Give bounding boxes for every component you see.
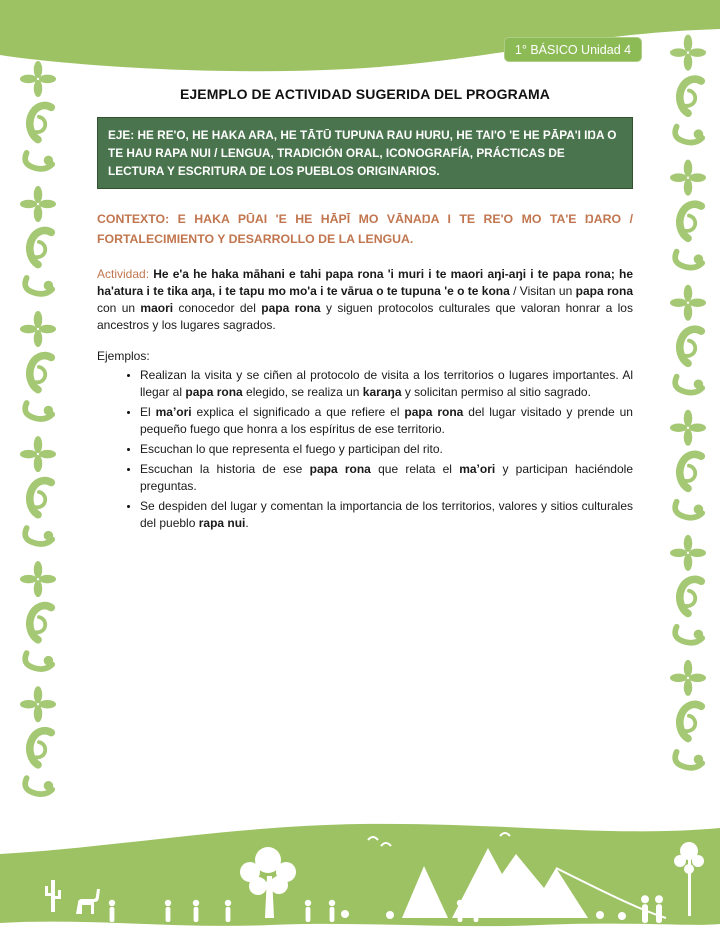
- eje-banner: EJE: HE RE'O, HE HAKA ARA, HE TĀTŪ TUPUNA RAU HURU, HE TAI'O 'E HE PĀPA'I IŊA O TE HAU RAPA NUI / LENGUA, TRADICIÓN ORAL, ICONOGRAFÍA, PRÁCTICAS DE LECTURA Y ESCRITURA DE LOS PUEBLOS ORIGINARIOS.: [97, 117, 633, 189]
- list-item: • Realizan la visita y se ciñen al protocolo de visita a los territorios o lugares importantes. Al llegar al papa rona elegido, se realiza un karaŋa y solicitan permiso al sitio sagrado.: [140, 367, 633, 401]
- grade-unit-badge: 1° BÁSICO Unidad 4: [504, 37, 642, 62]
- bottom-landscape-silhouette: [0, 822, 720, 932]
- right-koru-border-pattern: [670, 28, 706, 848]
- actividad-label: Actividad:: [97, 267, 154, 281]
- actividad-text: He e'a he haka māhani e tahi papa rona 'i muri i te maori aŋi-aŋi i te papa rona; he ha'atura i te tika aŋa, i te tapu mo mo'a i te vārua o te tupuna 'e o te kona / Visitan un papa rona con un maori conocedor del papa rona y siguen protocolos culturales que valoran honrar a los ancestros y los lugares sagrados.: [97, 267, 633, 332]
- document-content: [97, 86, 633, 535]
- actividad-paragraph: [97, 266, 633, 334]
- page-title: EJEMPLO DE ACTIVIDAD SUGERIDA DEL PROGRAMA: [179, 86, 551, 102]
- list-item: • Se despiden del lugar y comentan la importancia de los territorios, valores y sitios culturales del pueblo rapa nui.: [140, 498, 633, 532]
- ejemplos-heading: Ejemplos:: [97, 349, 150, 363]
- left-koru-border-pattern: [20, 60, 56, 850]
- list-item: • Escuchan la historia de ese papa rona que relata el ma’ori y participan haciéndole preguntas.: [140, 461, 633, 495]
- list-item: • El ma’ori explica el significado a que refiere el papa rona del lugar visitado y prende un pequeño fuego que honra a los espíritus de ese territorio.: [140, 404, 633, 438]
- contexto-paragraph: CONTEXTO: E HAKA PŪAI 'E HE HĀPĪ MO VĀNAŊA I TE RE'O MO TA'E ŊARO / FORTALECIMIENTO Y DESARROLLO DE LA LENGUA.: [97, 212, 633, 246]
- ejemplos-list: [97, 367, 633, 532]
- list-item: • Escuchan lo que representa el fuego y participan del rito.: [140, 441, 633, 458]
